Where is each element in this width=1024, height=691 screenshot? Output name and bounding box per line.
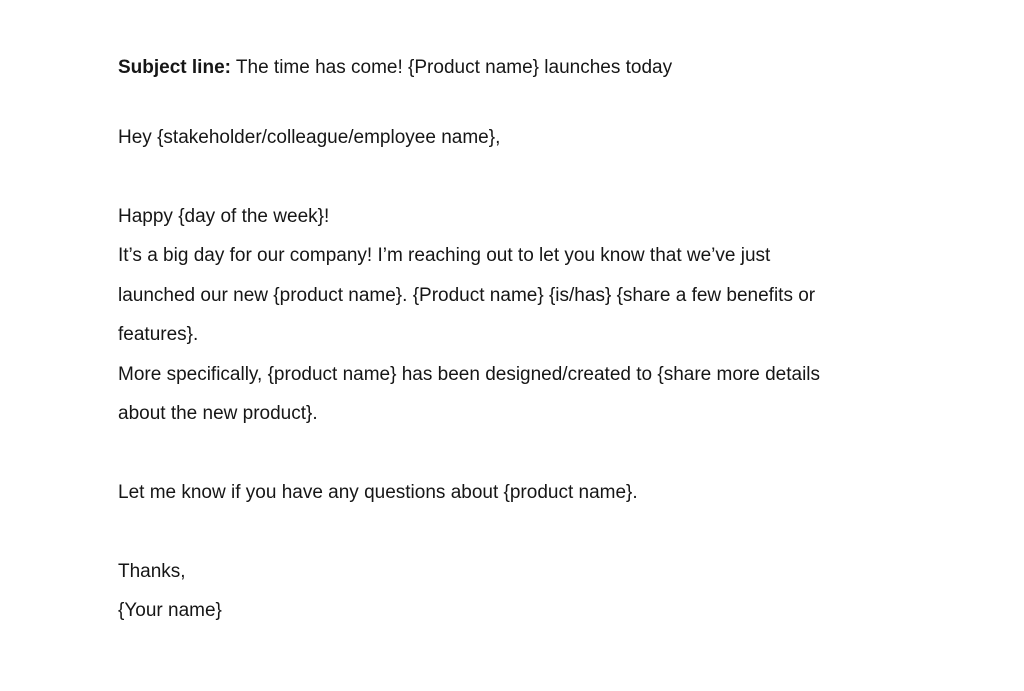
- happy-day-line: Happy {day of the week}!: [118, 206, 330, 227]
- signoff: Thanks,: [118, 561, 186, 582]
- signature: {Your name}: [118, 600, 222, 621]
- body-line: about the new product}.: [118, 403, 318, 424]
- greeting: Hey {stakeholder/colleague/employee name},: [118, 127, 501, 148]
- subject-line: [118, 56, 672, 80]
- body-line: features}.: [118, 324, 199, 345]
- subject-line-text: The time has come! {Product name} launches today: [230, 57, 673, 78]
- questions-line: Let me know if you have any questions about {product name}.: [118, 482, 638, 503]
- body-line: It’s a big day for our company! I’m reaching out to let you know that we’ve just: [118, 245, 771, 266]
- body-line: More specifically, {product name} has been designed/created to {share more details: [118, 364, 821, 385]
- subject-line-label: Subject line:: [118, 57, 231, 78]
- body-line: launched our new {product name}. {Product name} {is/has} {share a few benefits or: [118, 285, 816, 306]
